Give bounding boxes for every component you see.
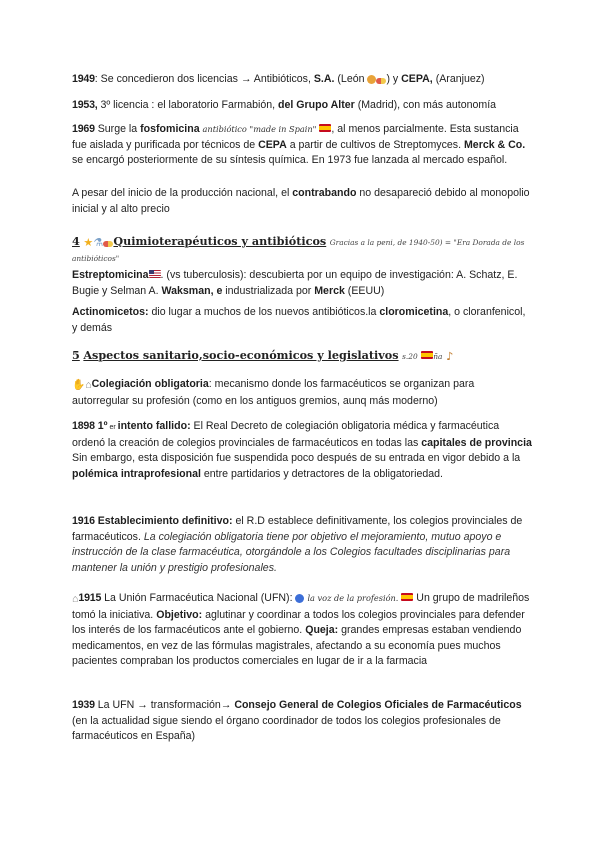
paragraph-colegiacion: ✋⌂Colegiación obligatoria: mecanismo donde los farmacéuticos se organizan para autorregular su profesión (como en los antiguos gremios, aunq más moderno): [72, 378, 475, 407]
paragraph-actinomicetos: Actinomicetos: dio lugar a muchos de los nuevos antibióticos.la cloromicetina, o cloranfenicol, y demás: [72, 306, 526, 334]
paragraph-1916: 1916 Establecimiento definitivo: el R.D establece definitivamente, los colegios provinciales de farmacéuticos. La colegiación obligatoria tiene por objetivo el mejoramiento, mutuo apoyo e instrucción de la clase farmacéutica, otorgándole a los Colegios facultades disciplinarias para mantener la unión y prestigio profesionales.: [72, 515, 523, 574]
heading-title: Aspectos sanitario,socio-económicos y legislativos: [83, 348, 399, 362]
spain-flag-icon: [319, 124, 331, 132]
section-heading-5: 5 Aspectos sanitario,socio-económicos y legislativos s.20 ña ♪: [72, 348, 454, 363]
pill-icon: [376, 73, 386, 89]
speech-bubble-icon: [295, 592, 304, 608]
star-icon: ★: [83, 236, 94, 249]
section-heading-4: [72, 234, 532, 265]
paragraph-1969: 1969 Surge la fosfomicina antibiótico "made in Spain" , al menos parcialmente. Esta sustancia fue aislada y purificada por técnicos de CEPA a partir de cultivos de Streptomyces. Merck & Co. se encargó posteriormente de su síntesis química. En 1973 fue lanzada al mercado español.: [72, 123, 526, 167]
paragraph-estreptomicina: Estreptomicina . (vs tuberculosis): descubierta por un equipo de investigación: A. Schatz, E. Bugie y Selman A. Waksman, e industrializada por Merck (EEUU): [72, 269, 518, 297]
usa-flag-icon: [149, 270, 161, 278]
handwritten-note: la voz de la profesión.: [307, 593, 399, 603]
heading-note: s.20: [402, 352, 418, 361]
paragraph-1953: 1953, 3º licencia : el laboratorio Farmabión, del Grupo Alter (Madrid), con más autonomía: [72, 99, 497, 111]
year-label: 1898: [72, 420, 95, 432]
heading-note: Gracias a la peni, de 1940-50) = "Era Dorada de los antibióticos": [72, 238, 525, 263]
year-label: 1953,: [72, 99, 98, 111]
paragraph-1949: 1949: Se concedieron dos licencias → Antibióticos, S.A. (León ) y CEPA, (Aranjuez): [72, 72, 532, 89]
pill-icon: [103, 235, 113, 250]
year-label: 1915: [78, 592, 102, 604]
classical-building-icon: ⌂: [72, 593, 79, 605]
classical-building-icon: ⌂: [85, 379, 92, 391]
lion-icon: [367, 73, 376, 89]
handshake-icon: ✋: [72, 379, 86, 391]
violin-icon: ♪: [445, 350, 454, 363]
heading-number: 5: [72, 348, 80, 362]
paragraph-1939: 1939 La UFN → transformación→ Consejo General de Colegios Oficiales de Farmacéuticos (en la actualidad sigue siendo el órgano coordinador de todos los colegios profesionales de farmacéuticos en España): [72, 699, 522, 743]
heading-number: 4: [72, 234, 80, 248]
heading-title: Quimioterapéuticos y antibióticos: [113, 234, 327, 248]
paragraph-1898: 1898 1º er intento fallido: El Real Decreto de colegiación obligatoria médica y farmacéutica ordenó la creación de colegios provinciales de farmacéuticos en todas las capitales de provincia Sin embargo, esta disposición fue suspendida poco después de su entrada en vigor debido a la polémica intraprofesional entre partidarios y detractores de la obligatoriedad.: [72, 420, 532, 480]
spain-flag-icon: [401, 593, 413, 601]
handwritten-note: antibiótico "made in Spain": [202, 124, 317, 134]
paragraph-1915: ⌂1915 La Unión Farmacéutica Nacional (UFN): la voz de la profesión. Un grupo de madrileños tomó la iniciativa. Objetivo: aglutinar y coordinar a todos los colegios provinciales para defender los interés de los farmacéuticos ante el gobierno. Queja: grandes empresas estaban vendiendo medicamentos, en vez de las fórmulas magistrales, afectando a su economía pues muchos pacientes compraban los productos comerciales en lugar de ir a la farmacia: [72, 592, 530, 668]
year-label: 1939: [72, 699, 95, 711]
year-label: 1916: [72, 515, 95, 527]
spain-flag-icon: [421, 351, 433, 359]
year-label: 1949: [72, 73, 95, 85]
flask-icon: ⚗: [93, 236, 104, 249]
year-label: 1969: [72, 123, 95, 135]
paragraph-contrabando: A pesar del inicio de la producción nacional, el contrabando no desapareció debido al monopolio inicial y al alto precio: [72, 187, 530, 215]
